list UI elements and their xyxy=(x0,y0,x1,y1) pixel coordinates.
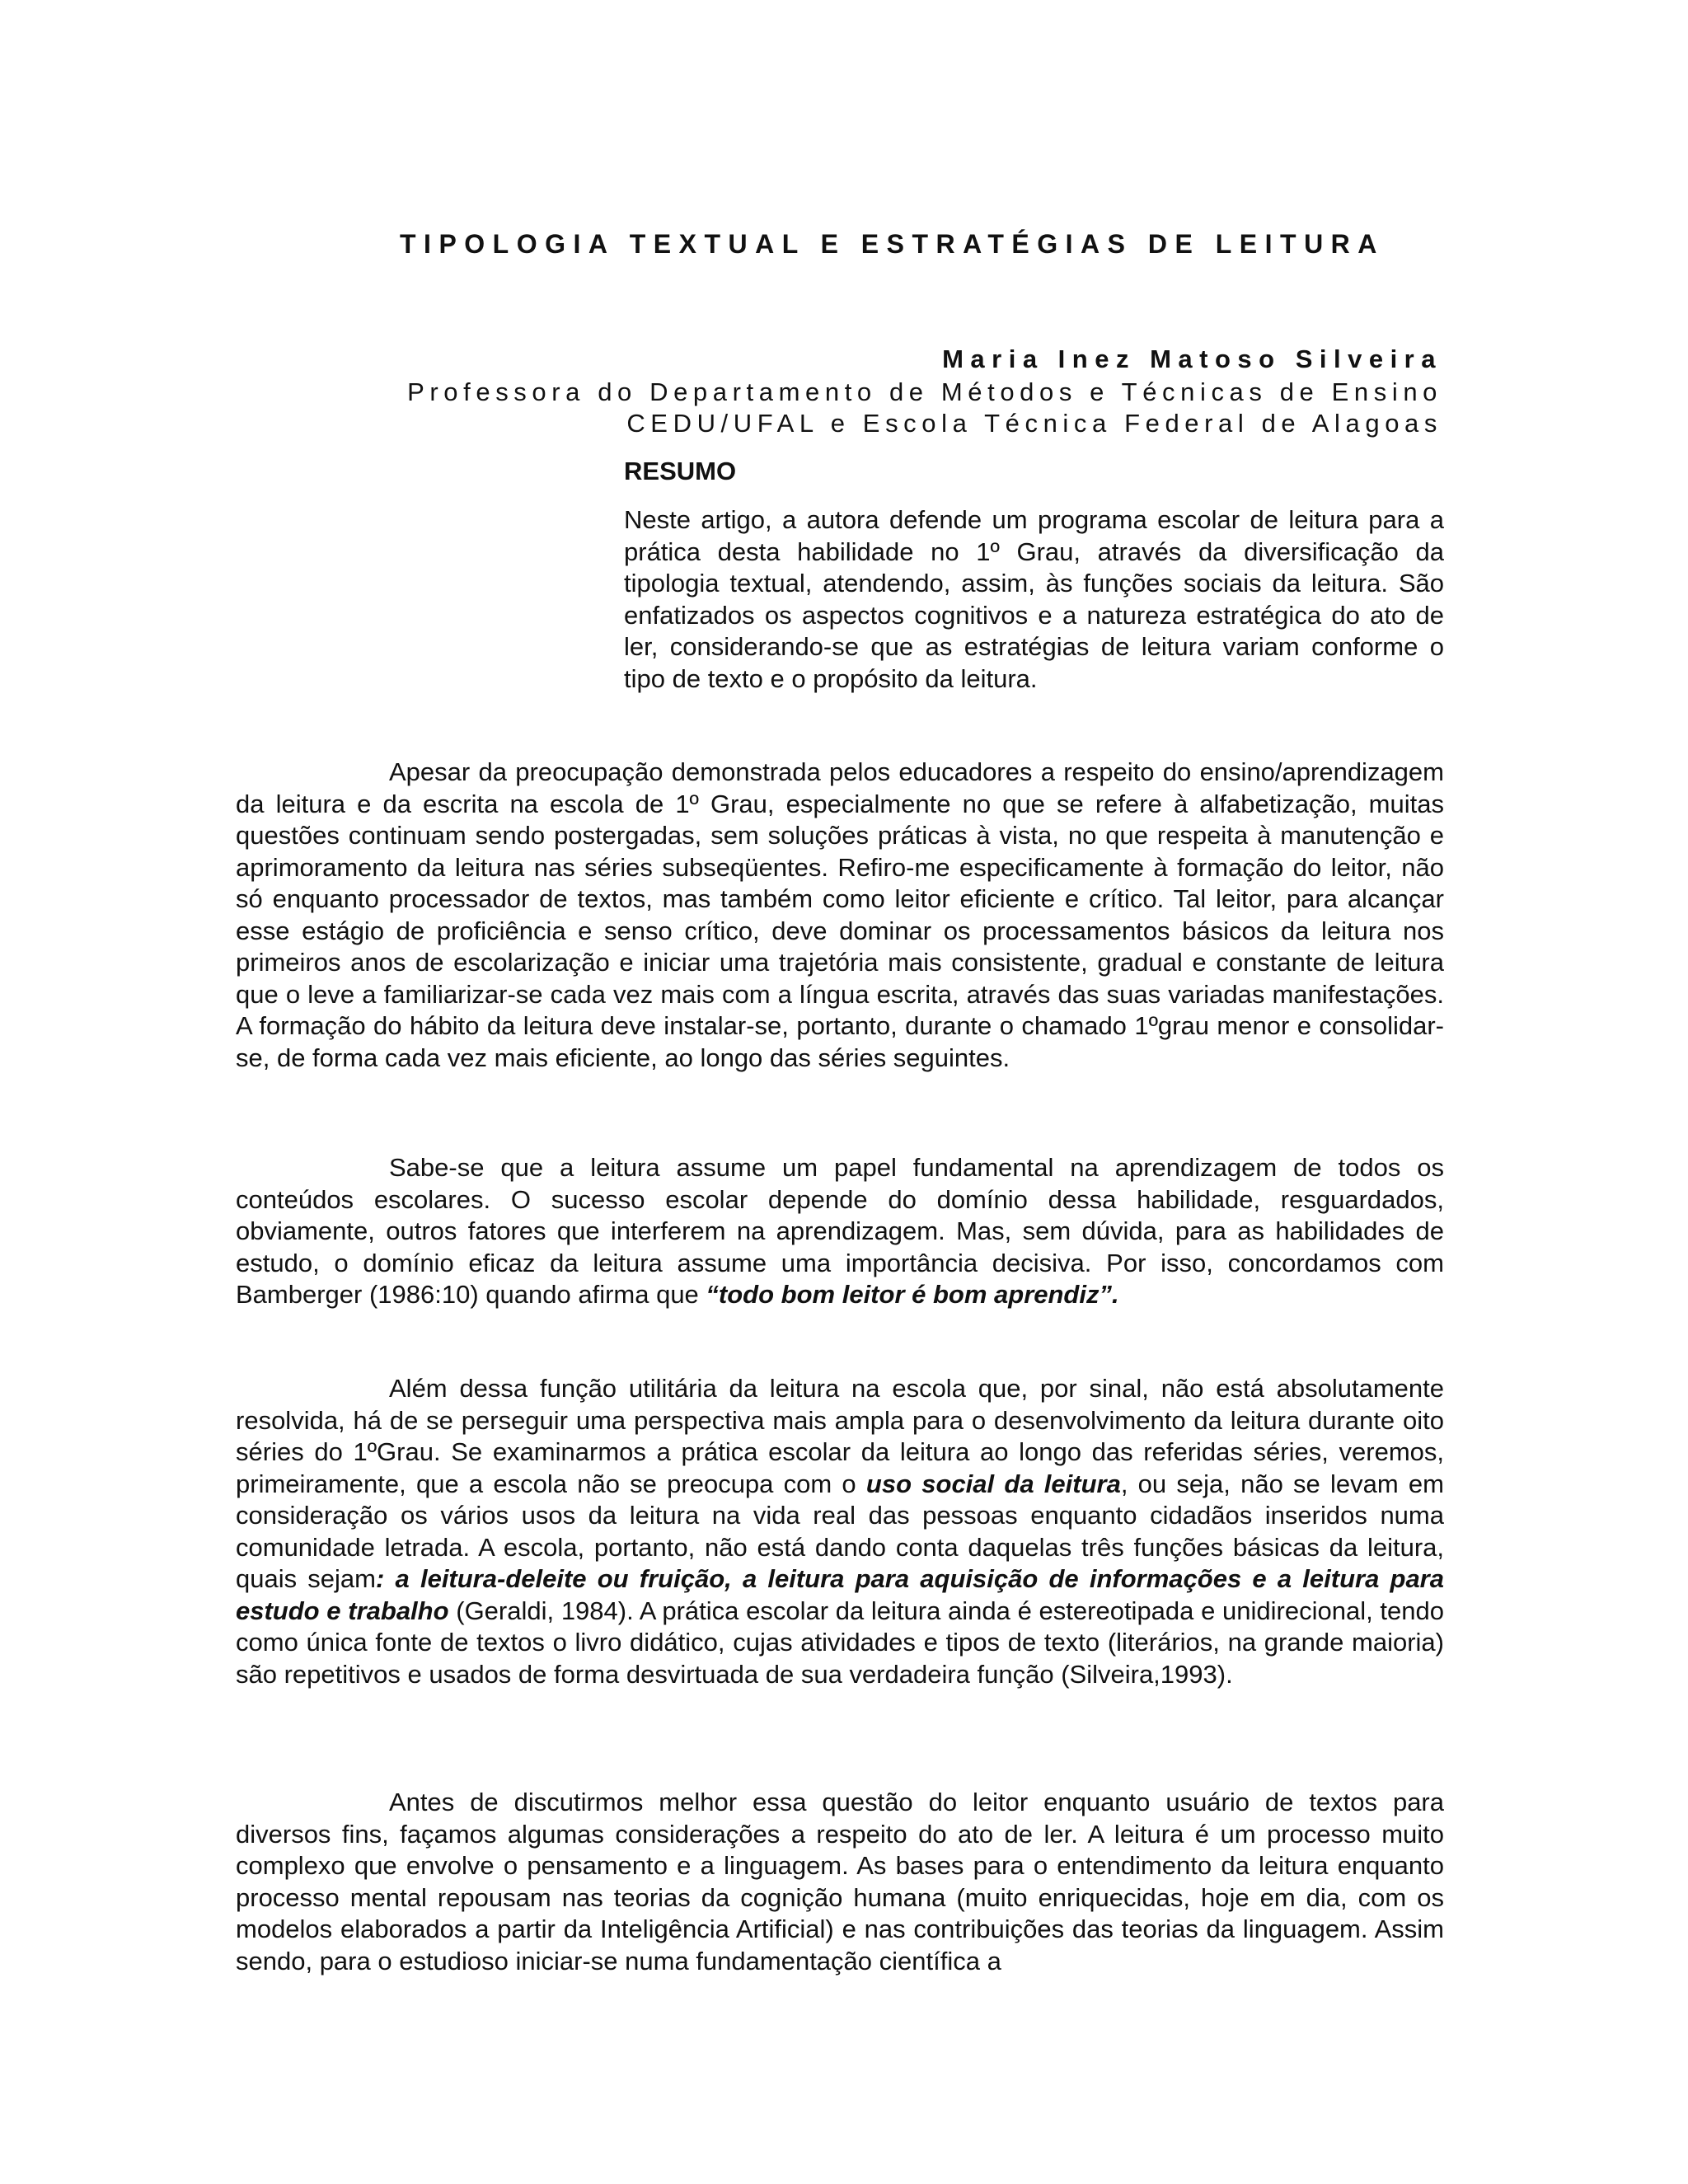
paragraph-text: Além dessa função utilitária da leitura na escola que, por sinal, não está absolutamente resolvida, há de se perseguir uma perspectiva mais ampla para o desenvolvimento da leitura durante oito séries do 1ºGrau. Se examinarmos a prática escolar da leitura ao longo das referidas séries, veremos, primeiramente, que a escola não se preocupa com o xyxy=(236,1374,1444,1498)
paragraph-text: , ou seja, não se levam em consideração os vários usos da leitura na vida real das pessoas enquanto cidadãos inseridos numa comunidade letrada. A escola, portanto, não está dando conta daquelas três funções básicas da leitura, quais sejam xyxy=(236,1469,1444,1593)
author-affiliation-line1: Professora do Departamento de Métodos e Técnicas de Ensino xyxy=(407,377,1442,406)
paragraph-text: Sabe-se que a leitura assume um papel fundamental na aprendizagem de todos os conteúdos escolares. O sucesso escolar depende do domínio dessa habilidade, resguardados, obviamente, outros fatores que interferem na aprendizagem. Mas, sem dúvida, para as habilidades de estudo, o domínio eficaz da leitura assume uma importância decisiva. Por isso, concordamos com Bamberger (1986:10) quando afirma que xyxy=(236,1153,1444,1309)
author-name: Maria Inez Matoso Silveira xyxy=(942,344,1442,373)
paragraph-text: Apesar da preocupação demonstrada pelos educadores a respeito do ensino/aprendizagem da leitura e da escrita na escola de 1º Grau, especialmente no que se refere à alfabetização, muitas questões continuam sendo postergadas, sem soluções práticas à vista, no que respeita à manutenção e aprimoramento da leitura nas séries subseqüentes. Refiro-me especificamente à formação do leitor, não só enquanto processador de textos, mas também como leitor eficiente e crítico. Tal leitor, para alcançar esse estágio de proficiência e senso crítico, deve dominar os processamentos básicos da leitura nos primeiros anos de escolarização e iniciar uma trajetória mais consistente, gradual e constante de leitura que o leve a familiarizar-se cada vez mais com a língua escrita, através das suas variadas manifestações. A formação do hábito da leitura deve instalar-se, portanto, durante o chamado 1ºgrau menor e consolidar-se, de forma cada vez mais eficiente, ao longo das séries seguintes. xyxy=(236,757,1444,1072)
abstract-heading: RESUMO xyxy=(624,457,737,485)
body-paragraph-1 xyxy=(236,757,1444,1074)
abstract-text: Neste artigo, a autora defende um programa escolar de leitura para a prática desta habilidade no 1º Grau, através da diversificação da tipologia textual, atendendo, assim, às funções sociais da leitura. São enfatizados os aspectos cognitivos e a natureza estratégica do ato de ler, considerando-se que as estratégias de leitura variam conforme o tipo de texto e o propósito da leitura. xyxy=(624,505,1444,693)
body-paragraph-3 xyxy=(236,1373,1444,1690)
author-affiliation-line2: CEDU/UFAL e Escola Técnica Federal de Alagoas xyxy=(626,409,1442,438)
body-paragraph-2 xyxy=(236,1152,1444,1311)
body-paragraph-4 xyxy=(236,1787,1444,1977)
paragraph-text: Antes de discutirmos melhor essa questão do leitor enquanto usuário de textos para diversos fins, façamos algumas considerações a respeito do ato de ler. A leitura é um processo muito complexo que envolve o pensamento e a linguagem. As bases para o entendimento da leitura enquanto processo mental repousam nas teorias da cognição humana (muito enriquecidas, hoje em dia, com os modelos elaborados a partir da Inteligência Artificial) e nas contribuições das teorias da linguagem. Assim sendo, para o estudioso iniciar-se numa fundamentação científica a xyxy=(236,1788,1444,1975)
quotation: “todo bom leitor é bom aprendiz”. xyxy=(706,1280,1119,1309)
paragraph-text: (Geraldi, 1984). A prática escolar da leitura ainda é estereotipada e unidirecional, tendo como única fonte de textos o livro didático, cujas atividades e tipos de texto (literários, na grande maioria) são repetitivos e usados de forma desvirtuada de sua verdadeira função (Silveira,1993). xyxy=(236,1596,1444,1689)
emphasis-text: : a leitura-deleite ou fruição, a leitura para aquisição de informações e a leitura para estudo e trabalho xyxy=(236,1564,1444,1625)
emphasis-text: uso social da leitura xyxy=(865,1469,1121,1498)
paper-title: TIPOLOGIA TEXTUAL E ESTRATÉGIAS DE LEITURA xyxy=(400,229,1385,259)
